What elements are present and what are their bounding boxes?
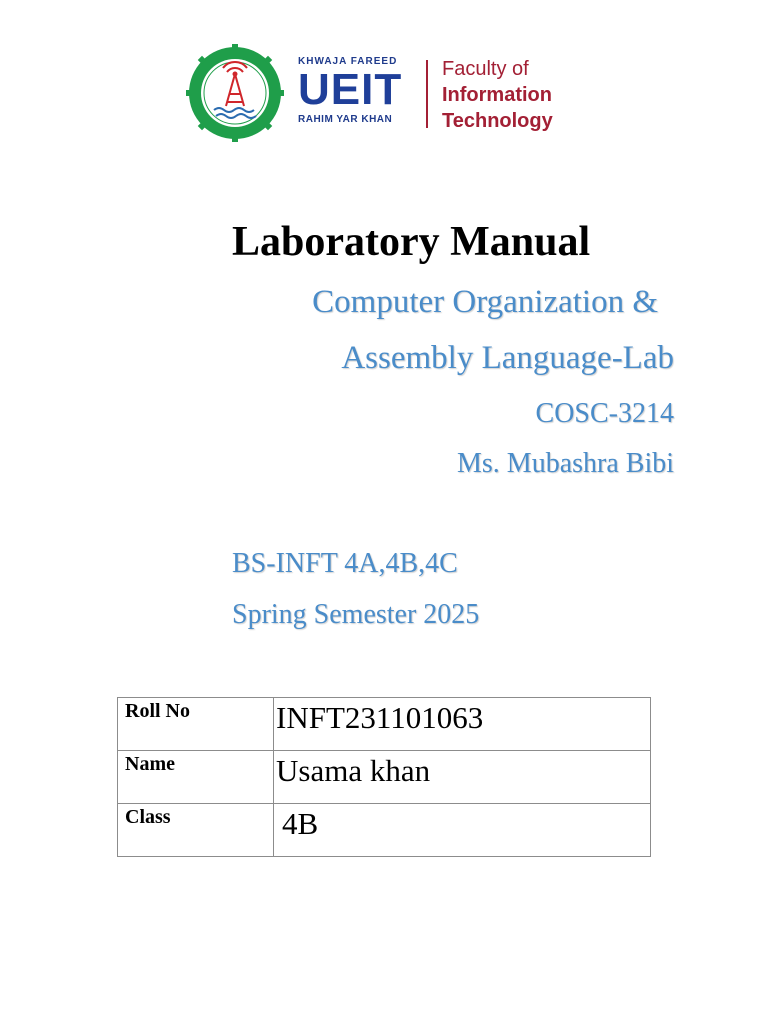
faculty-line-3: Technology	[442, 110, 553, 132]
logo-divider	[426, 60, 428, 128]
university-logo	[186, 44, 576, 144]
name-value: Usama khan	[274, 751, 651, 804]
semester-name: Spring Semester 2025	[232, 599, 480, 630]
faculty-name	[442, 56, 553, 134]
roll-no-value: INFT231101063	[274, 698, 651, 751]
course-code: COSC-3214	[535, 398, 674, 429]
subject-line-1: Computer Organization &	[312, 284, 658, 320]
roll-no-label: Roll No	[118, 698, 274, 751]
program-name: BS-INFT 4A,4B,4C	[232, 548, 458, 579]
class-value: 4B	[274, 804, 651, 857]
name-label: Name	[118, 751, 274, 804]
brand-top-text: KHWAJA FAREED	[298, 56, 398, 67]
university-seal-icon	[186, 44, 284, 142]
table-row	[118, 804, 651, 857]
table-row	[118, 698, 651, 751]
faculty-line-2: Information	[442, 84, 552, 106]
faculty-line-1: Faculty of	[442, 58, 529, 80]
brand-block	[298, 56, 418, 125]
document-title: Laboratory Manual	[232, 219, 591, 265]
table-row	[118, 751, 651, 804]
class-label: Class	[118, 804, 274, 857]
subject-line-2: Assembly Language-Lab	[341, 340, 674, 376]
student-info-table	[117, 697, 651, 857]
brand-bottom-text: RAHIM YAR KHAN	[298, 114, 393, 125]
instructor-name: Ms. Mubashra Bibi	[457, 448, 674, 479]
brand-main-text: UEIT	[298, 65, 403, 114]
